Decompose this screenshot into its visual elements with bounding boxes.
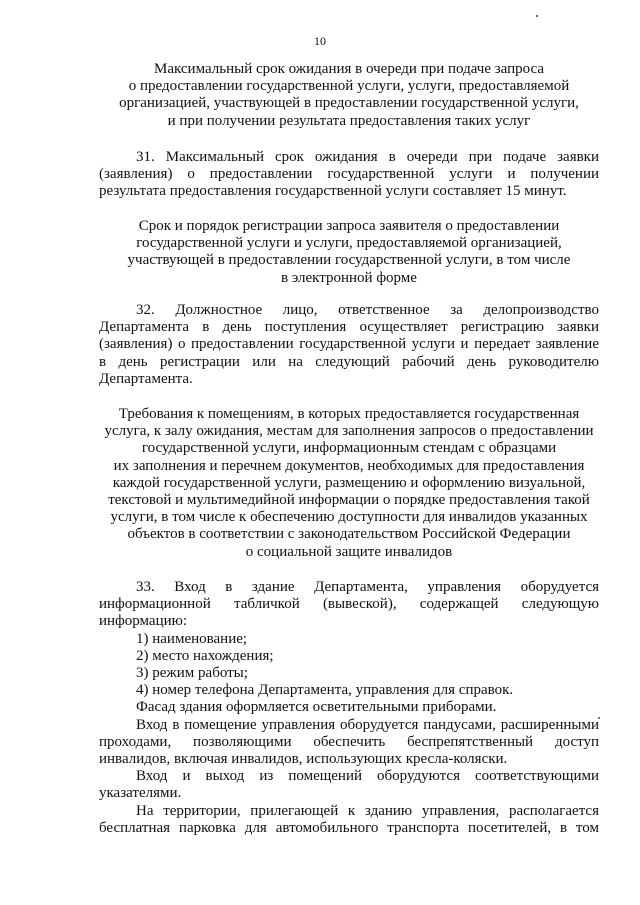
heading-registration [99,218,599,287]
paragraph-33 [99,579,599,837]
text-line: Департамента. [99,370,193,387]
text-line: информационной табличкой (вывеской), содержащей следующую [99,596,599,613]
scan-speck [536,15,538,17]
page-number: 10 [314,34,326,48]
text-line: бесплатная парковка для автомобильного транспорта посетителей, в том [99,819,599,836]
heading-line: в электронной форме [281,269,417,286]
heading-line: о предоставлении государственной услуги, услуги, предоставляемой [128,78,570,95]
text-line: 31. Максимальный срок ожидания в очереди при подаче заявки [136,149,599,165]
text-line: указателями. [99,785,182,802]
text-line: 32. Должностное лицо, ответственное за делопроизводство [136,302,599,318]
heading-line: организацией, участвующей в предоставлении государственной услуги, [119,95,579,112]
list-item: 3) режим работы; [136,665,248,682]
heading-line: государственной услуги и услуги, предоставляемой организацией, [136,235,562,252]
heading-line: объектов в соответствии с законодательством Российской Федерации [127,526,571,543]
heading-line: Срок и порядок регистрации запроса заявителя о предоставлении [138,218,560,234]
heading-line: участвующей в предоставлении государственной услуги, в том числе [127,252,571,269]
text-line: На территории, прилегающей к зданию управления, располагается [136,802,599,819]
paragraph-32 [99,302,599,388]
heading-line: Требования к помещениям, в которых предоставляется государственная [118,406,580,422]
list-item: 2) место нахождения; [136,647,274,664]
text-line: результата предоставления государственной услуги составляет 15 минут. [99,183,567,200]
text-line: Фасад здания оформляется осветительными приборами. [136,699,497,716]
heading-line: и при получении результата предоставления таких услуг [167,112,531,129]
heading-premises-requirements [99,406,599,561]
text-line: в день регистрации или на следующий рабочий день руководителю [99,353,599,370]
heading-line: услуги, в том числе к обеспечению доступности для инвалидов указанных [110,509,588,526]
heading-line: о социальной защите инвалидов [245,543,453,560]
text-line: (заявления) о предоставлении государственной услуги и получении [99,166,599,183]
paragraph-31 [99,149,599,201]
text-line: 33. Вход в здание Департамента, управления оборудуется [136,579,599,595]
heading-line: Максимальный срок ожидания в очереди при подаче запроса [153,61,545,77]
text-line: инвалидов, включая инвалидов, использующих кресла-коляски. [99,751,508,768]
heading-waiting-time [99,61,599,130]
heading-line: каждой государственной услуги, размещению и оформлению визуальной, [112,474,586,491]
text-line: Вход и выход из помещений оборудуются соответствующими [136,768,599,785]
text-line: проходами, позволяющими обеспечить беспрепятственный доступ [99,733,599,750]
list-item: 1) наименование; [136,630,248,647]
text-line: Вход в помещение управления оборудуется пандусами, расширенными [136,716,599,733]
text-line: Департамента в день поступления осуществляет регистрацию заявки [99,319,599,336]
heading-line: их заполнения и перечнем документов, необходимых для предоставления [113,457,585,474]
heading-line: текстовой и мультимедийной информации о порядке предоставления такой [108,492,590,509]
list-item: 4) номер телефона Департамента, управления для справок. [136,682,514,699]
text-line: информацию: [99,613,188,630]
text-line: (заявления) о предоставлении государственной услуги и передает заявление [99,336,599,353]
heading-line: услуга, к залу ожидания, местам для заполнения запросов о предоставлении [104,423,594,440]
heading-line: государственной услуги, информационным стендам с образцами [141,440,557,457]
